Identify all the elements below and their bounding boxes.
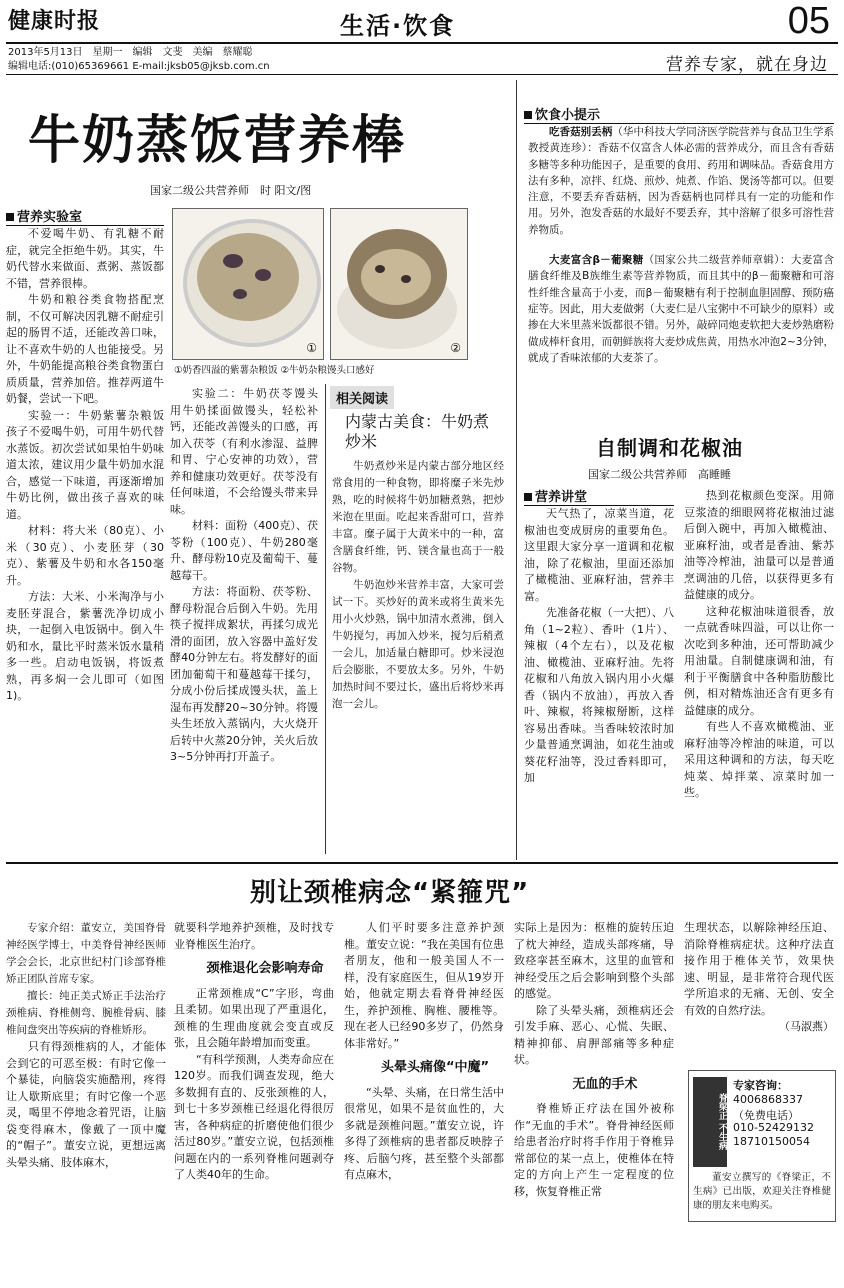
paragraph: 方法：将面粉、茯苓粉、酵母粉混合后倒入牛奶。先用筷子搅拌成絮状，再揉匀成光滑的面团，放入容器中盖好发酵40分钟左右。将发酵好的面团加葡萄干和蔓越莓干揉匀，分成小份后揉成馒头状，盖上湿布再发酵20~30分钟。将馒头生坯放入蒸锅内，大火烧开后转中火蒸20分钟，关火后放3~5分钟再打开盖子。 [170,585,318,763]
tips-body [528,124,834,366]
tip-paragraph: 吃香菇别丢柄（华中科技大学同济医学院营养与食品卫生学系教授黄连珍）：香菇不仅富含人体必需的营养成分，而且含有香菇多糖等多种功能因子，是重要的食用、药用和调味品。香菇食用方法有多种，凉拌、红烧、煎炒、炖煮、作馅、煲汤等都可以。但要注意，不要丢弃香菇柄，因为香菇柄也同样具有一定的功能和作用。另外，泡发香菇的水最好不要丢弃，其中溶解了很多可溶性营养物质。 [528,126,835,236]
paragraph: “头晕、头痛，在日常生活中很常见，如果不是贫血性的，大多就是颈椎问题。”董安立说，许多得了颈椎病的患者都反映脖子疼、后脑勺疼，甚至整个头部都有点麻木， [344,1085,504,1181]
oil-column-a [524,506,674,787]
paragraph: 这种花椒油味道很香，放一点就香味四溢，可以让你一次吃到多种油，还可帮助减少用油量。自制健康调和油，有利于平衡膳食中各种脂肪酸比例，相对精炼油还含有更多有益健康的成分。 [684,604,834,717]
photo-label: ① [306,341,317,355]
header-rule [6,42,838,44]
article-column-1 [6,226,175,705]
phone-note: （免费电话） [733,1109,799,1122]
consult-box [688,1070,836,1222]
paragraph: 牛奶泡炒米营养丰富，大家可尝试一下。买炒好的黄米或将生黄米先用小火炒熟，锅中加清水煮沸，倒入牛奶搅匀，再加入炒米，搅匀后稍煮一会儿，加适量白糖即可。炒米浸泡后会膨胀，不要放太多。另外，牛奶加热时间不要过长，盛出后将炒米再泡一会儿。 [332,579,504,710]
section-title: 生活·饮食 [340,12,456,40]
subhead: 头晕头痛像“中魔” [380,1060,490,1075]
spine-col-5 [684,920,834,1036]
paragraph: 天气热了，凉菜当道，花椒油也变成厨房的重要角色。这里跟大家分享一道调和花椒油，除了花椒油，里面还添加了橄榄油、亚麻籽油，营养丰富。 [524,507,674,603]
paragraph: 脊椎矫正疗法在国外被称作“无血的手术”。脊骨神经医师给患者治疗时将手作用于脊椎异常部位的某一点上，使椎体在特定的方向上产生一定程度的位移，恢复脊椎正常 [514,1102,674,1198]
spine-title: 别让颈椎病念“紧箍咒” [250,878,530,908]
paragraph: 方法：大米、小米淘净与小麦胚芽混合，紫薯洗净切成小块，一起倒入电饭锅中。倒入牛奶和水，量比平时蒸米饭水量稍多一些。启动电饭锅，将饭煮熟，再多焖一会儿即可（如图1)。 [6,590,164,702]
paragraph: 生理状态，以解除神经压迫、消除脊椎病症状。这种疗法直接作用于椎体关节，效果快速、明显，是非常符合现代医学所追求的无痛、无创、安全有效的自然疗法。 [684,921,834,1017]
author-sign: （马淑燕） [779,1020,834,1033]
paragraph: 牛奶和粮谷类食物搭配烹制，不仅可解决因乳糖不耐症引起的肠胃不适，还能改善口味，让不喜欢牛奶的人也能接受。另外，牛奶能提高粮谷类食物蛋白质质量，营养加倍。推荐两道牛奶餐，尝试一下吧。 [6,293,164,405]
paragraph: 不爱喝牛奶、有乳糖不耐症，就完全拒绝牛奶。其实，牛奶代替水来做面、煮粥、蒸饭都不错，营养很棒。 [6,227,164,290]
section-tag-tips: 饮食小提示 [524,104,834,124]
photo-rice [172,208,324,360]
book-note: 董安立撰写的《脊梁正，不生病》已出版，欢迎关注脊椎健康的朋友来电购买。 [693,1172,831,1211]
edition-meta: 2013年5月13日 星期一 编辑 文斐 美编 蔡耀聪 [8,47,253,58]
paragraph: 就要科学地养护颈椎，及时找专业脊椎医生治疗。 [174,921,334,951]
subhead: 颈椎退化会影响寿命 [206,961,324,976]
book-cover: 脊梁正 不生病 [693,1077,727,1167]
paragraph: 除了头晕头痛，颈椎病还会引发手麻、恶心、心慌、失眠、精神抑郁、肩胛部痛等多种症状。 [514,1003,674,1066]
header-rule-2 [6,74,838,75]
paragraph: “有科学预测，人类寿命应在120岁。而我们调查发现，绝大多数拥有直的、反张颈椎的人，到七十多岁颈椎已经退化得很厉害，各种病症的折磨使他们很少活过80岁。”董安立说，包括颈椎问题在内的一系列脊椎问题剥夺了人类40年的生命。 [174,1052,334,1181]
paragraph: 材料：面粉（400克）、茯苓粉（100克）、牛奶280毫升、酵母粉10克及葡萄干、蔓越莓干。 [170,519,318,582]
paragraph: 实际上是因为：枢椎的旋转压迫了枕大神经，造成头部疼痛，导致痉挛甚至麻木，这里的血管和神经受压之后会影响到整个头部的感觉。 [514,921,674,1000]
related-divider [325,384,326,854]
phone-3: 18710150054 [733,1135,810,1148]
oil-byline: 国家二级公共营养师 高睡睡 [588,468,731,481]
paragraph: 正常颈椎成“C”字形，弯曲且柔韧。如果出现了严重退化，颈椎的生理曲度就会变直或反张，且会随年龄增加而变重。 [174,986,334,1049]
photo-bun [330,208,468,360]
page-number: 05 [787,0,830,42]
editor-contact: 编辑电话:(010)65369661 E-mail:jksb05@jksb.com.cn [8,61,270,72]
masthead-logo: 健康时报 [8,8,101,34]
oil-column-b [684,488,834,802]
photo-caption: ①奶香四溢的紫薯杂粮饭 ②牛奶杂粮馒头口感好 [174,365,375,376]
spine-col-3 [344,920,504,1184]
related-body [332,458,504,713]
paragraph: 只有得颈椎病的人，才能体会到它的可恶至极：有时它像一个暴徒，向脑袋实施酷刑，疼得让人歇斯底里；有时它像一个恶灵，喝里不停地念着咒语，让脑袋变得麻木，像戴了一顶中魔的“帽子”。董安立说，更想远离头晕头痛、肢体麻木， [6,1040,166,1169]
column-divider [516,80,517,860]
paragraph: 有些人不喜欢橄榄油、亚麻籽油等冷榨油的味道，可以采用这种调和的方法，每天吃炖菜、焯拌菜、凉菜时加一些。 [684,720,834,799]
section-rule [6,862,838,864]
consult-label: 专家咨询： [733,1079,788,1092]
oil-title: 自制调和花椒油 [596,436,743,460]
related-title: 内蒙古美食：牛奶煮炒米 [345,412,490,451]
phone-1: 4006868337 [733,1093,803,1106]
phone-2: 010-52429132 [733,1121,814,1134]
paragraph: 人们平时要多注意养护颈椎。董安立说：“我在美国有位患者朋友，他和一般美国人不一样，没有家庭医生，但从19岁开始，他就定期去看脊骨神经医生，养护颈椎、胸椎、腰椎等。现在老人已经90多岁了，仍然身体非常好。” [344,921,504,1050]
related-tag: 相关阅读 [330,386,394,409]
paragraph: 先准备花椒（一大把）、八角（1~2粒）、香叶（1片）、辣椒（4个左右），以及花椒油、橄榄油、亚麻籽油。先将花椒和八角放入锅内用小火爆香（锅内不放油），再放入香叶、辣椒，将辣椒掰断，这样容易出香味。当香味较浓时加少量普通烹调油，如花生油或葵花籽油等，没过香料即可，加 [524,606,674,784]
paragraph: 牛奶煮炒米是内蒙古部分地区经常食用的一种食物，即将糜子米先炒熟，吃的时候将牛奶加糖煮熟，把炒米泡在里面。吃起来香甜可口，营养丰富。糜子属于大黄米中的一种，富含膳食纤维，钙、镁含量也高于一般谷物。 [332,460,504,574]
article-column-2 [170,386,329,766]
subhead: 无血的手术 [572,1076,638,1092]
spine-col-2 [174,920,334,1184]
tip-paragraph: 大麦富含β－葡聚糖（国家公共二级营养师章辑）：大麦富含膳食纤维及B族维生素等营养物质，而且其中的β－葡聚糖和可溶性纤维含量高于小麦，而β－葡聚糖有利于控制血胆固醇、预防癌症等。因此，用大麦做粥（大麦仁是八宝粥中不可缺少的原料）或掺在大米里蒸米饭都很不错。另外，敲碎同炮麦软把大麦炒熟磨粉做成棒杆食用，而朝鲜族将大麦炒成焦黄，用热水冲泡2~3分钟，就成了香味浓郁的大麦茶了。 [528,254,835,364]
article-byline: 国家二级公共营养师 时 阳文/图 [150,184,312,197]
paragraph: 实验二：牛奶茯苓馒头 用牛奶揉面做馒头，轻松补钙，还能改善馒头的口感，再加入茯苓（有利水渗湿、益脾和胃、宁心安神的功效），营养和健康功效更好。茯苓没有任何味道，不会给馒头带来异味。 [170,387,329,516]
spine-col-4 [514,920,674,1200]
paragraph: 擅长：纯正美式矫正手法治疗颈椎病、脊椎侧弯、腕椎骨病、膝椎间盘突出等疾病的脊椎矫形。 [6,990,166,1036]
article-title: 牛奶蒸饭营养棒 [28,111,407,171]
paragraph: 专家介绍：董安立，美国脊骨神经医学博士，中美脊骨神经医师学会会长，北京世纪村门诊部脊椎矫正团队首席专家。 [6,922,166,985]
paragraph: 材料：将大米（80克）、小米（30克）、小麦胚芽（30克）、紫薯及牛奶和水各150毫升。 [6,524,164,587]
slogan: 营养专家，就在身边 [666,55,828,75]
photo-label: ② [450,341,461,355]
paragraph: 热到花椒颜色变深。用筛豆浆渣的细眼网将花椒油过滤后倒入碗中，再加入橄榄油、亚麻籽油，或者是香油、紫苏油等冷榨油，油量可以是普通烹调油的几倍，以获得更多有益健康的成分。 [684,489,834,601]
section-tag-oil: 营养讲堂 [524,486,674,506]
section-tag-lab: 营养实验室 [6,206,164,226]
paragraph: 实验一：牛奶紫薯杂粮饭 孩子不爱喝牛奶，可用牛奶代替水蒸饭。初次尝试如果怕牛奶味道太浓，建议用少量牛奶加水混合，感觉一下味道，再逐渐增加牛奶比例，做出孩子喜欢的味道。 [6,408,175,521]
spine-col-1 [6,920,166,1171]
